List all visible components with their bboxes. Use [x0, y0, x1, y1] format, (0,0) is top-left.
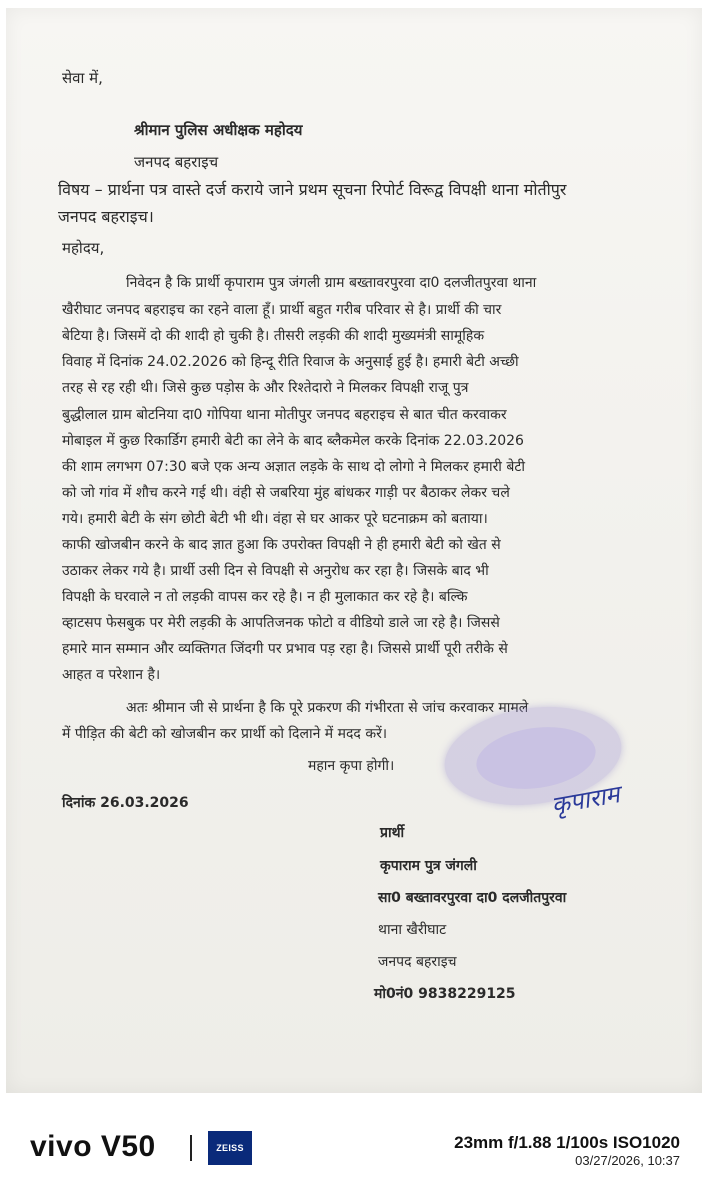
signature: कृपाराम — [549, 780, 622, 820]
body-line: व्हाटसप फेसबुक पर मेरी लड़की के आपतिजनक फोटो व वीडियो डाले जा रहे है। जिससे — [62, 615, 500, 631]
body-line: बेटिया है। जिसमें दो की शादी हो चुकी है। तीसरी लड़की की शादी मुख्यमंत्री सामूहिक — [62, 328, 485, 344]
body-line: निवेदन है कि प्रार्थी कृपाराम पुत्र जंगली ग्राम बख्तावरपुरवा दा0 दलजीतपुरवा थाना — [126, 275, 537, 291]
salutation-to: सेवा में, — [62, 69, 103, 87]
body-line: तरह से रह रही थी। जिसे कुछ पड़ोस के और रिश्तेदारो ने मिलकर विपक्षी राजू पुत्र — [62, 380, 469, 396]
body-line: विवाह में दिनांक 24.02.2026 को हिन्दू रीति रिवाज के अनुसाई हुई है। हमारी बेटी अच्छी — [62, 354, 519, 370]
body-line: मोबाइल में कुछ रिकार्डिग हमारी बेटी का लेने के बाद ब्लैकमेल करके दिनांक 22.03.2026 — [62, 433, 524, 449]
applicant-address-district: जनपद बहराइच — [378, 954, 457, 970]
zeiss-logo: ZEISS — [208, 1131, 252, 1165]
recipient-district: जनपद बहराइच — [134, 153, 219, 171]
request-line: में पीड़ित की बेटी को खोजबीन कर प्रार्थी को दिलाने में मदद करें। — [62, 726, 388, 742]
recipient: श्रीमान पुलिस अधीक्षक महोदय — [134, 121, 303, 139]
body-line: गये। हमारी बेटी के संग छोटी बेटी भी थी। वंहा से घर आकर पूरे घटनाक्रम को बताया। — [62, 511, 488, 527]
letter-paper — [6, 8, 702, 1093]
body-line: उठाकर लेकर गये है। प्रार्थी उसी दिन से विपक्षी से अनुरोध कर रहा है। जिसके बाद भी — [62, 563, 489, 579]
photo-timestamp: 03/27/2026, 10:37 — [575, 1153, 680, 1168]
watermark-divider — [190, 1135, 192, 1161]
camera-brand: vivo V50 — [30, 1130, 156, 1163]
closing: महान कृपा होगी। — [308, 758, 395, 774]
applicant-label: प्रार्थी — [380, 825, 405, 841]
applicant-mobile: मो0नं0 9838229125 — [374, 986, 516, 1002]
body-line: विपक्षी के घरवाले न तो लड़की वापस कर रहे है। न ही मुलाकात कर रहे है। बल्कि — [62, 589, 468, 605]
greeting: महोदय, — [62, 239, 105, 257]
body-line: हमारे मान सम्मान और व्यक्तिगत जिंदगी पर प्रभाव पड़ रहा है। जिससे प्रार्थी पूरी तरीके से — [62, 641, 508, 657]
applicant-address-village: सा0 बख्तावरपुरवा दा0 दलजीतपुरवा — [378, 890, 567, 906]
subject-line-1: विषय – प्रार्थना पत्र वास्ते दर्ज कराये जाने प्रथम सूचना रिपोर्ट विरूद्व विपक्षी थाना मोतीपुर — [58, 180, 567, 199]
body-line: बुद्धीलाल ग्राम बोटनिया दा0 गोपिया थाना मोतीपुर जनपद बहराइच से बात चीत करवाकर — [62, 407, 507, 423]
applicant-address-thana: थाना खैरीघाट — [378, 922, 447, 938]
body-line: की शाम लगभग 07:30 बजे एक अन्य अज्ञात लड़के के साथ दो लोगो ने मिलकर हमारी बेटी — [62, 459, 526, 475]
body-line: काफी खोजबीन करने के बाद ज्ञात हुआ कि उपरोक्त विपक्षी ने ही हमारी बेटी को खेत से — [62, 537, 501, 553]
camera-specs: 23mm f/1.88 1/100s ISO1020 — [454, 1133, 680, 1152]
applicant-name: कृपाराम पुत्र जंगली — [380, 858, 477, 874]
request-line: अतः श्रीमान जी से प्रार्थना है कि पूरे प्रकरण की गंभीरता से जांच करवाकर मामले — [126, 700, 529, 716]
body-line: खैरीघाट जनपद बहराइच का रहने वाला हूँ। प्रार्थी बहुत गरीब परिवार से है। प्रार्थी की चार — [62, 302, 502, 318]
body-line: आहत व परेशान है। — [62, 667, 161, 683]
letter-date: दिनांक 26.03.2026 — [62, 795, 189, 811]
subject-line-2: जनपद बहराइच। — [58, 207, 154, 226]
body-line: को जो गांव में शौच करने गई थी। वंही से जबरिया मुंह बांधकर गाड़ी पर बैठाकर लेकर चले — [62, 485, 510, 501]
